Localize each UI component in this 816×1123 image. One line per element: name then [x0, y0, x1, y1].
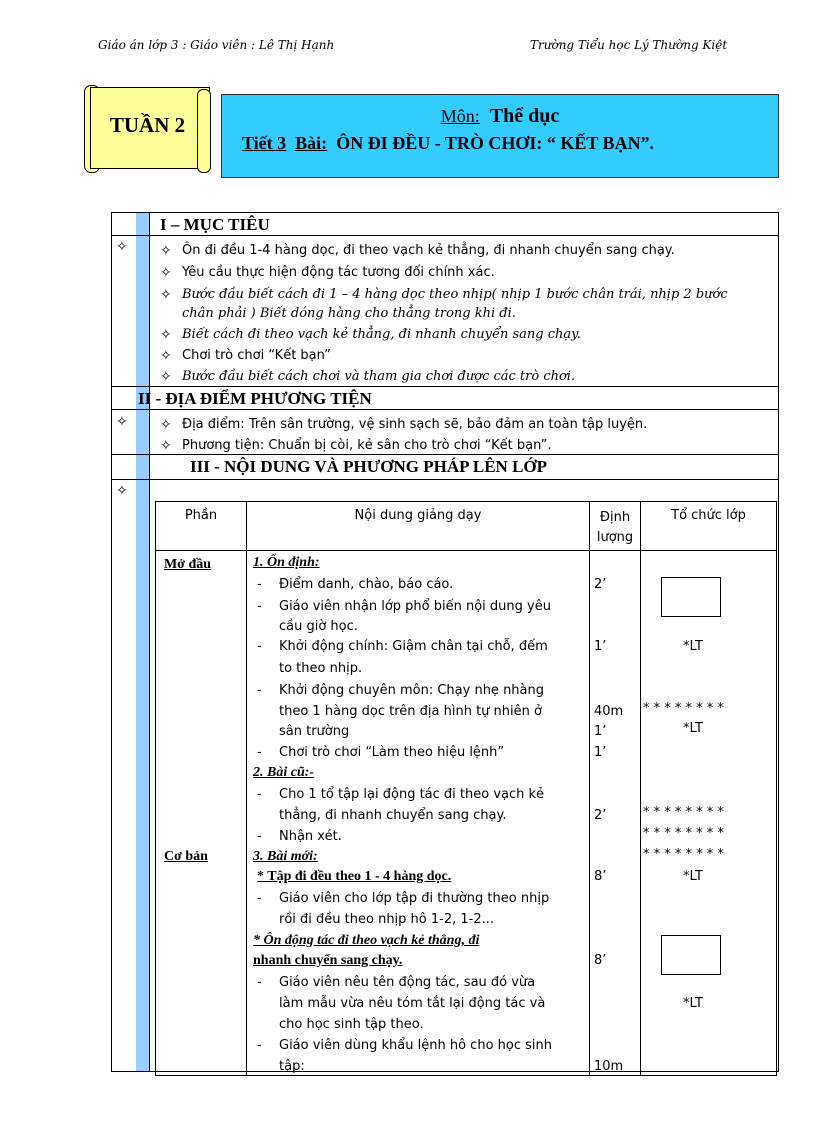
- amount: 1’: [594, 639, 607, 654]
- subject-label: Môn:: [440, 106, 480, 126]
- header-left: Giáo án lớp 3 : Giáo viên : Lê Thị Hạnh: [98, 38, 335, 52]
- content-line: cho học sinh tập theo.: [279, 1017, 424, 1032]
- student-row: * * * * * * * *: [643, 847, 724, 862]
- header-right: Trường Tiểu học Lý Thường Kiệt: [530, 38, 728, 52]
- header-part: Phần: [156, 502, 247, 551]
- week-scroll: [84, 85, 211, 171]
- objective-item: Yêu cầu thực hiện động tác tương đối chính xác.: [182, 265, 495, 280]
- bullet-icon: ✧: [160, 287, 172, 303]
- content-line: Nhận xét.: [279, 829, 342, 844]
- dash: -: [257, 787, 262, 802]
- bullet-icon: ✧: [160, 327, 172, 343]
- location-item: Phương tiện: Chuẩn bị còi, kẻ sân cho trò chơi “Kết bạn”.: [182, 438, 552, 453]
- content-subheading: * Ôn động tác đi theo vạch kẻ thẳng, đi: [253, 933, 480, 948]
- content-line: theo 1 hàng dọc trên địa hình tự nhiên ở: [279, 704, 542, 719]
- content-heading: 1. Ổn định:: [253, 555, 320, 570]
- content-line: Giáo viên dùng khẩu lệnh hô cho học sinh: [279, 1038, 552, 1053]
- amount: 1’: [594, 724, 607, 739]
- dash: -: [257, 745, 262, 760]
- dash: -: [257, 829, 262, 844]
- part-main: Cơ bản: [164, 849, 208, 864]
- content-line: Giáo viên nhận lớp phổ biến nội dung yêu: [279, 599, 551, 614]
- dash: -: [257, 599, 262, 614]
- content-line: cầu giờ học.: [279, 619, 358, 634]
- content-line: sân trường: [279, 724, 350, 739]
- dash: -: [257, 1038, 262, 1053]
- content-line: Giáo viên cho lớp tập đi thường theo nhịp: [279, 891, 550, 906]
- bullet-icon: ✧: [160, 369, 172, 385]
- lesson-title: ÔN ĐI ĐỀU - TRÒ CHƠI: “ KẾT BẠN”.: [336, 133, 655, 153]
- section-2-title: II - ĐỊA ĐIỂM PHƯƠNG TIỆN: [138, 389, 372, 408]
- section-content-header: [112, 454, 778, 480]
- objective-item: Bước đầu biết cách chơi và tham gia chơi được các trò chơi.: [182, 369, 576, 384]
- amount: 2’: [594, 808, 607, 823]
- header-organization: Tổ chức lớp: [641, 502, 777, 551]
- bullet-icon: ✧: [160, 438, 172, 454]
- student-row: * * * * * * * *: [643, 805, 724, 820]
- dash: -: [257, 639, 262, 654]
- objective-item: chân phải ) Biết dóng hàng cho thẳng trong khi đi.: [182, 306, 516, 321]
- amount: 8’: [594, 869, 607, 884]
- header-amount: Định lượng: [590, 502, 641, 551]
- header-content: Nội dung giảng dạy: [247, 502, 590, 551]
- formation-box: [661, 577, 721, 617]
- location-item: Địa điểm: Trên sân trường, vệ sinh sạch sẽ, bảo đảm an toàn tập luyện.: [182, 417, 648, 432]
- amount: 8’: [594, 953, 607, 968]
- content-line: Khởi động chính: Giậm chân tại chỗ, đếm: [279, 639, 548, 654]
- bullet-icon: ✧: [160, 243, 172, 259]
- teacher-position: *LT: [683, 639, 703, 654]
- title-box: [221, 94, 779, 178]
- lesson-label: Bài:: [295, 133, 328, 153]
- content-line: tập:: [279, 1059, 305, 1074]
- formation-box: [661, 935, 721, 975]
- section-1-marker-icon: ✧: [116, 239, 128, 255]
- content-heading: 2. Bài cũ:-: [253, 765, 315, 780]
- part-intro: Mở đầu: [164, 557, 212, 572]
- amount: 40m: [594, 704, 624, 719]
- content-subheading: * Tập đi đều theo 1 - 4 hàng dọc.: [257, 869, 452, 884]
- content-line: rồi đi đều theo nhịp hô 1-2, 1-2...: [279, 912, 495, 927]
- content-line: làm mẫu vừa nêu tóm tắt lại động tác và: [279, 996, 546, 1011]
- week-label: TUẦN 2: [109, 113, 186, 137]
- objective-item: Ôn đi đều 1-4 hàng dọc, đi theo vạch kẻ thẳng, đi nhanh chuyển sang chạy.: [182, 243, 675, 258]
- section-location-header: [112, 386, 778, 410]
- content-line: Chơi trò chơi “Làm theo hiệu lệnh”: [279, 745, 505, 760]
- section-objectives-header: [112, 213, 778, 236]
- bullet-icon: ✧: [160, 265, 172, 281]
- dash: -: [257, 891, 262, 906]
- teacher-position: *LT: [683, 996, 703, 1011]
- amount: 10m: [594, 1059, 624, 1074]
- objective-item: Bước đầu biết cách đi 1 – 4 hàng dọc theo nhịp( nhịp 1 bước chân trái, nhịp 2 bước: [182, 287, 728, 302]
- section-1-title: I – MỤC TIÊU: [160, 215, 270, 234]
- content-line: Cho 1 tổ tập lại động tác đi theo vạch kẻ: [279, 787, 545, 802]
- amount: 1’: [594, 745, 607, 760]
- bullet-icon: ✧: [160, 417, 172, 433]
- section-2-marker-icon: ✧: [116, 414, 128, 430]
- subject: Thể dục: [489, 105, 560, 127]
- lesson-plan-table: [155, 501, 777, 1076]
- period: Tiết 3: [242, 133, 287, 153]
- content-heading: 3. Bài mới:: [253, 849, 318, 864]
- content-line: Khởi động chuyên môn: Chạy nhẹ nhàng: [279, 683, 545, 698]
- section-3-title: III - NỘI DUNG VÀ PHƯƠNG PHÁP LÊN LỚP: [190, 457, 548, 476]
- content-line: Giáo viên nêu tên động tác, sau đó vừa: [279, 975, 536, 990]
- amount: 2’: [594, 577, 607, 592]
- content-subheading: nhanh chuyển sang chạy.: [253, 953, 403, 968]
- objective-item: Chơi trò chơi “Kết bạn”: [182, 348, 331, 363]
- content-line: thẳng, đi nhanh chuyển sang chạy.: [279, 808, 507, 823]
- dash: -: [257, 975, 262, 990]
- objective-item: Biết cách đi theo vạch kẻ thẳng, đi nhanh chuyển sang chạy.: [182, 327, 581, 342]
- teacher-position: *LT: [683, 869, 703, 884]
- teacher-position: *LT: [683, 721, 703, 736]
- dash: -: [257, 577, 262, 592]
- bullet-icon: ✧: [160, 348, 172, 364]
- student-row: * * * * * * * *: [643, 826, 724, 841]
- content-line: to theo nhịp.: [279, 661, 363, 676]
- dash: -: [257, 683, 262, 698]
- section-3-marker-icon: ✧: [116, 483, 128, 499]
- student-row: * * * * * * * *: [643, 701, 724, 716]
- content-line: Điểm danh, chào, báo cáo.: [279, 577, 454, 592]
